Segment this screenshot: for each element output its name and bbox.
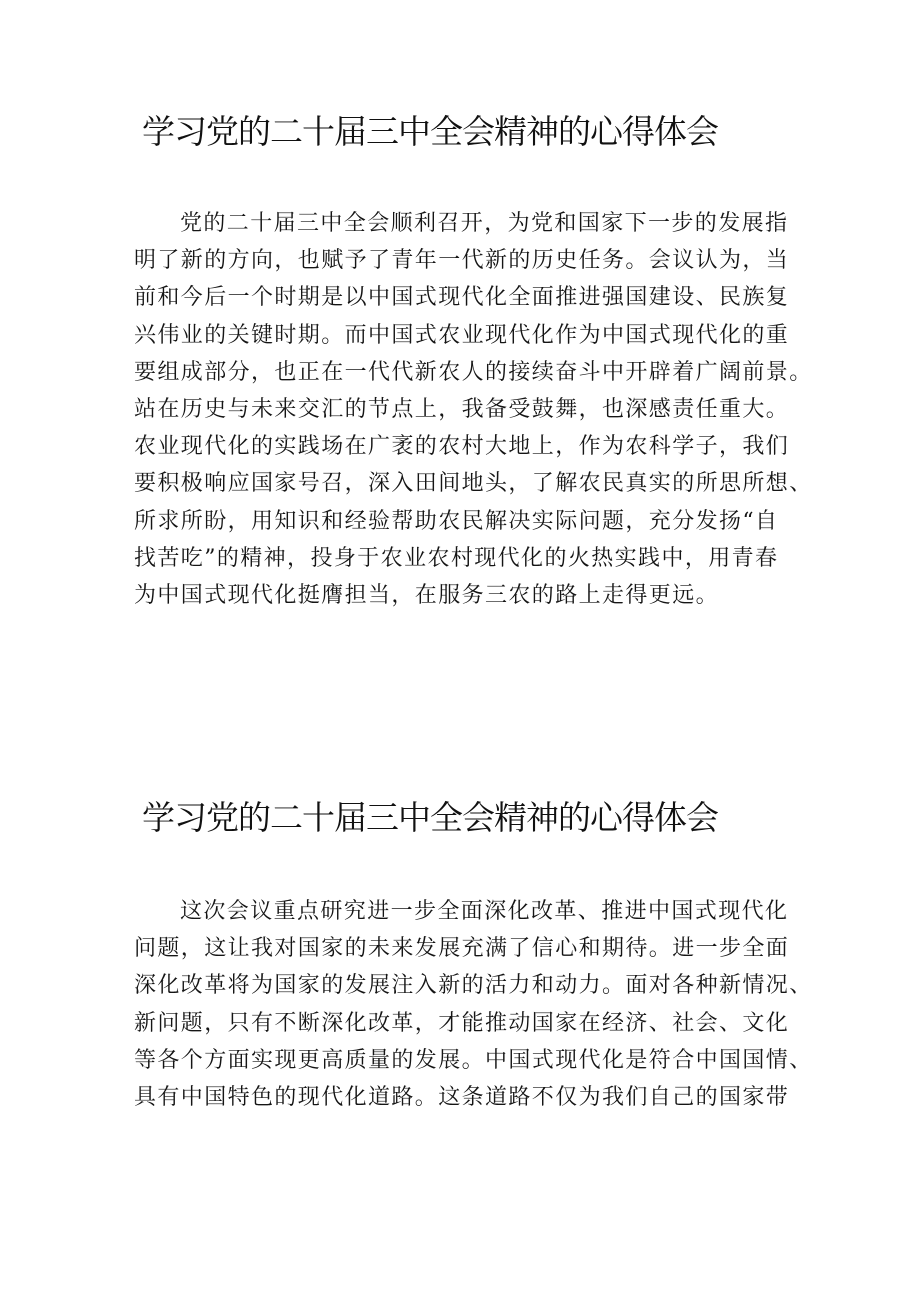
paragraph-line: 要积极响应国家号召，深入田间地头，了解农民真实的所思所想、: [134, 471, 813, 497]
paragraph-line: 深化改革将为国家的发展注入新的活力和动力。面对各种新情况、: [134, 973, 813, 999]
paragraph-line: 要组成部分，也正在一代代新农人的接续奋斗中开辟着广阔前景。: [134, 359, 813, 385]
paragraph-line: 新问题，只有不断深化改革，才能推动国家在经济、社会、文化: [134, 1010, 790, 1036]
paragraph-line: 问题，这让我对国家的未来发展充满了信心和期待。进一步全面: [134, 936, 790, 962]
paragraph-line: 这次会议重点研究进一步全面深化改革、推进中国式现代化: [180, 899, 789, 924]
paragraph-line: 党的二十届三中全会顺利召开，为党和国家下一步的发展指: [180, 211, 789, 236]
section-body: [134, 893, 813, 1116]
paragraph-line: 等各个方面实现更高质量的发展。中国式现代化是符合中国国情、: [134, 1047, 813, 1073]
section-title: 学习党的二十届三中全会精神的心得体会: [142, 798, 718, 837]
paragraph-line: 明了新的方向，也赋予了青年一代新的历史任务。会议认为，当: [134, 248, 790, 274]
paragraph-line: 前和今后一个时期是以中国式现代化全面推进强国建设、民族复: [134, 285, 790, 311]
section-body: [134, 205, 813, 614]
paragraph-line: 具有中国特色的现代化道路。这条道路不仅为我们自己的国家带: [134, 1084, 790, 1110]
paragraph-line: 找苦吃”的精神，投身于农业农村现代化的火热实践中，用青春: [134, 545, 779, 571]
paragraph-line: 兴伟业的关键时期。而中国式农业现代化作为中国式现代化的重: [134, 322, 790, 348]
section-title: 学习党的二十届三中全会精神的心得体会: [142, 112, 718, 151]
paragraph-line: 所求所盼，用知识和经验帮助农民解决实际问题，充分发扬“自: [134, 508, 779, 534]
paragraph-line: 农业现代化的实践场在广袤的农村大地上，作为农科学子，我们: [134, 434, 790, 460]
paragraph-line: 为中国式现代化挺膺担当，在服务三农的路上走得更远。: [134, 582, 720, 608]
paragraph-line: 站在历史与未来交汇的节点上，我备受鼓舞，也深感责任重大。: [134, 396, 790, 422]
